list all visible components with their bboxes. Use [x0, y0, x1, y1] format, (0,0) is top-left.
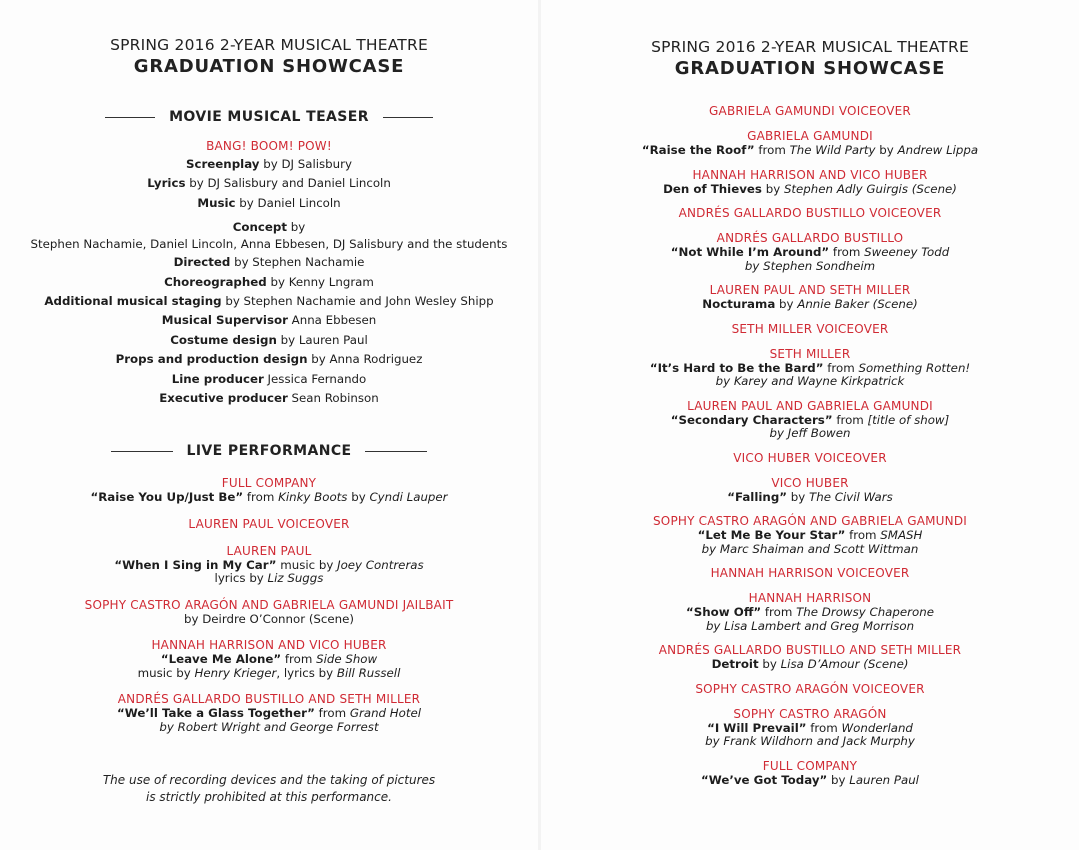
performance-item: [0, 475, 538, 505]
credit-line: [0, 174, 538, 193]
author-name: Cyndi Lauper: [369, 490, 448, 505]
performance-detail: [541, 183, 1079, 197]
performance-detail: [541, 722, 1079, 736]
credit-text: by Daniel Lincoln: [235, 195, 341, 210]
credit-role: Musical Supervisor: [161, 313, 288, 328]
performance-detail: by Karey and Wayne Kirkpatrick: [715, 374, 905, 388]
detail-text: from: [754, 143, 790, 157]
author-name: Lauren Paul: [849, 772, 919, 787]
detail-text: by: [775, 297, 798, 311]
performance-item: [541, 450, 1079, 466]
performer-name: HANNAH HARRISON: [748, 591, 872, 605]
left-header: [0, 36, 538, 77]
credit-role: Music: [197, 195, 236, 210]
detail-text: by: [787, 489, 810, 504]
song-title: Den of Thieves: [663, 181, 762, 196]
performance-item: [541, 513, 1079, 556]
song-title: Detroit: [711, 657, 759, 671]
song-title: Nocturama: [702, 297, 776, 311]
lyricist-name: Liz Suggs: [267, 571, 324, 586]
section-heading-movie-teaser: [0, 109, 538, 125]
performance-detail: [541, 414, 1079, 428]
performer-name: SOPHY CASTRO ARAGÓN VOICEOVER: [695, 681, 925, 696]
right-page: [541, 0, 1079, 796]
left-page: [0, 0, 538, 806]
credit-line: [0, 331, 538, 350]
performer-name: LAUREN PAUL AND GABRIELA GAMUNDI: [687, 398, 933, 413]
credit-text: by: [287, 220, 306, 235]
credit-role: Concept: [232, 220, 287, 235]
credit-line: [0, 194, 538, 213]
performance-item: [541, 167, 1079, 197]
detail-text: by: [827, 772, 850, 787]
show-name: [title of show]: [867, 412, 950, 427]
performance-item: [541, 758, 1079, 788]
song-title: “Falling”: [727, 489, 788, 504]
right-header: [541, 38, 1079, 79]
performer-name: ANDRÉS GALLARDO BUSTILLO: [716, 231, 904, 245]
credit-text: by Kenny Lngram: [266, 274, 374, 289]
performance-detail: [541, 774, 1079, 788]
performance-detail: [541, 362, 1079, 376]
lyricist-name: Bill Russell: [336, 665, 401, 680]
credit-text: by Stephen Nachamie: [230, 255, 365, 270]
author-name: The Civil Wars: [809, 489, 893, 504]
detail-text: from: [845, 528, 881, 542]
performance-detail: by Lisa Lambert and Greg Morrison: [705, 618, 915, 633]
performer-name: FULL COMPANY: [762, 758, 858, 773]
performance-list: [541, 103, 1079, 787]
song-title: “Raise the Roof”: [641, 143, 755, 157]
header-title: GRADUATION SHOWCASE: [133, 56, 405, 77]
credit-line: [0, 389, 538, 408]
credit-line: [0, 273, 538, 292]
credit-role: Additional musical staging: [44, 294, 222, 309]
heading-rule: [105, 117, 155, 118]
performance-item: [541, 706, 1079, 749]
performer-name: ANDRÉS GALLARDO BUSTILLO AND SETH MILLER: [117, 692, 421, 707]
performance-item: [0, 691, 538, 734]
performance-item: [541, 475, 1079, 505]
performance-detail: [541, 246, 1079, 260]
performer-name: VICO HUBER: [771, 475, 849, 490]
detail-text: music by: [276, 557, 338, 572]
performance-item: [541, 398, 1079, 441]
performance-detail: [0, 707, 538, 721]
composer-name: Joey Contreras: [337, 557, 424, 572]
performance-detail: [0, 559, 538, 573]
performance-detail: by Deirdre O’Connor (Scene): [183, 611, 354, 626]
performance-detail: [0, 491, 538, 505]
recording-notice: [0, 772, 538, 806]
credit-text: by Lauren Paul: [276, 332, 368, 347]
performance-detail: by Stephen Sondheim: [744, 258, 876, 273]
credit-line: [0, 292, 538, 311]
song-title: “We’ll Take a Glass Together”: [116, 706, 315, 721]
performance-item: [541, 642, 1079, 672]
author-name: Annie Baker (Scene): [797, 297, 918, 311]
performance-item: [541, 103, 1079, 119]
show-name: Kinky Boots: [278, 490, 348, 505]
song-title: “Raise You Up/Just Be”: [90, 490, 244, 505]
performance-detail: [541, 298, 1079, 312]
performance-item: [541, 590, 1079, 633]
detail-text: from: [829, 245, 865, 259]
detail-text: by: [875, 143, 898, 157]
detail-text: from: [761, 605, 797, 619]
show-title: BANG! BOOM! POW!: [206, 139, 332, 153]
performer-name: HANNAH HARRISON AND VICO HUBER: [692, 167, 928, 182]
credit-text: by Anna Rodriguez: [307, 352, 423, 367]
performer-name: VICO HUBER VOICEOVER: [733, 450, 887, 465]
detail-text: lyrics by: [214, 571, 268, 586]
song-title: “Secondary Characters”: [670, 412, 833, 427]
show-name: Side Show: [316, 652, 378, 667]
performer-name: GABRIELA GAMUNDI: [747, 129, 873, 143]
detail-text: from: [832, 412, 868, 427]
detail-text: from: [823, 360, 859, 375]
credit-line: [0, 350, 538, 369]
song-title: “It’s Hard to Be the Bard”: [649, 360, 824, 375]
performance-item: [0, 637, 538, 680]
credit-text: Sean Robinson: [287, 391, 379, 406]
credit-line: [0, 253, 538, 272]
performance-detail: by Frank Wildhorn and Jack Murphy: [705, 734, 915, 748]
header-title: GRADUATION SHOWCASE: [674, 58, 946, 79]
performer-name: SOPHY CASTRO ARAGÓN AND GABRIELA GAMUNDI: [652, 514, 968, 528]
credit-role: Directed: [173, 255, 231, 270]
author-name: Lisa D’Amour (Scene): [780, 657, 909, 671]
credit-text: Jessica Fernando: [263, 371, 367, 386]
credit-text: by DJ Salisbury and Daniel Lincoln: [185, 176, 391, 191]
performance-detail: [0, 572, 538, 586]
heading-rule: [383, 117, 433, 118]
performer-name: LAUREN PAUL AND SETH MILLER: [709, 283, 911, 297]
performer-name: LAUREN PAUL: [226, 543, 312, 558]
credit-role: Screenplay: [186, 157, 260, 171]
show-name: SMASH: [880, 528, 923, 542]
heading-rule: [365, 451, 427, 452]
performer-name: ANDRÉS GALLARDO BUSTILLO VOICEOVER: [678, 206, 942, 220]
header-subtitle: SPRING 2016 2-YEAR MUSICAL THEATRE: [651, 38, 969, 56]
performance-item: [541, 128, 1079, 158]
song-title: “I Will Prevail”: [707, 720, 807, 735]
credit-role: Line producer: [171, 371, 264, 386]
show-name: The Wild Party: [789, 143, 876, 157]
performance-detail: [541, 606, 1079, 620]
live-performance-list: [0, 475, 538, 734]
performance-item: [541, 282, 1079, 312]
performer-name: SOPHY CASTRO ARAGÓN AND GABRIELA GAMUNDI JAILBAIT: [84, 597, 454, 612]
performance-item: [541, 230, 1079, 273]
performer-name: ANDRÉS GALLARDO BUSTILLO AND SETH MILLER: [658, 643, 962, 657]
heading-rule: [111, 451, 173, 452]
performance-detail: [541, 144, 1079, 158]
detail-text: from: [281, 652, 317, 667]
performer-name: GABRIELA GAMUNDI VOICEOVER: [709, 104, 911, 118]
song-title: “We’ve Got Today”: [701, 772, 828, 787]
show-name: Something Rotten!: [858, 360, 971, 375]
notice-line: is strictly prohibited at this performance.: [146, 790, 392, 805]
performance-detail: [541, 491, 1079, 505]
performance-item: [541, 565, 1079, 581]
credit-line: [0, 370, 538, 389]
credit-line-concept: [0, 219, 538, 235]
performance-item: [541, 205, 1079, 221]
show-name: The Drowsy Chaperone: [796, 605, 934, 619]
song-title: “Not While I’m Around”: [670, 245, 830, 259]
concept-names: Stephen Nachamie, Daniel Lincoln, Anna Ebbesen, DJ Salisbury and the students: [30, 237, 508, 252]
credit-text: by DJ Salisbury: [259, 157, 352, 171]
performance-item: [0, 516, 538, 532]
detail-text: from: [243, 490, 279, 505]
performance-detail: [0, 667, 538, 681]
section-title: MOVIE MUSICAL TEASER: [169, 109, 369, 125]
song-title: “Leave Me Alone”: [160, 652, 282, 667]
section-heading-live-performance: [0, 443, 538, 459]
detail-text: , lyrics by: [276, 665, 337, 680]
credit-role: Executive producer: [159, 391, 288, 406]
performance-detail: [541, 529, 1079, 543]
performer-name: SETH MILLER VOICEOVER: [731, 321, 889, 336]
performance-item: [0, 543, 538, 586]
performance-item: [0, 597, 538, 627]
composer-name: Henry Krieger: [194, 665, 277, 680]
credit-role: Costume design: [170, 332, 277, 347]
performance-detail: [541, 658, 1079, 672]
performance-detail: [0, 653, 538, 667]
detail-text: by: [758, 657, 781, 671]
performer-name: FULL COMPANY: [221, 476, 317, 491]
credit-role: Choreographed: [164, 274, 267, 289]
show-name: Sweeney Todd: [864, 245, 950, 259]
performance-item: [541, 321, 1079, 337]
song-title: “Show Off”: [686, 605, 762, 619]
author-name: Stephen Adly Guirgis (Scene): [783, 181, 957, 196]
show-name: Grand Hotel: [349, 706, 422, 721]
song-title: “Let Me Be Your Star”: [697, 528, 846, 542]
performer-name: SETH MILLER: [769, 346, 851, 361]
detail-text: by: [347, 490, 370, 505]
performer-name: SOPHY CASTRO ARAGÓN: [733, 706, 887, 721]
show-name: Wonderland: [841, 720, 913, 735]
credit-role: Props and production design: [115, 352, 308, 367]
detail-text: from: [314, 706, 350, 721]
detail-text: from: [806, 720, 842, 735]
performance-detail: by Jeff Bowen: [769, 426, 851, 440]
teaser-credits: [0, 139, 538, 408]
song-title: “When I Sing in My Car”: [114, 557, 277, 572]
credit-text: Anna Ebbesen: [287, 313, 377, 328]
performer-name: HANNAH HARRISON VOICEOVER: [710, 566, 910, 580]
notice-line: The use of recording devices and the taking of pictures: [102, 773, 436, 788]
credit-line: [0, 155, 538, 174]
performer-name: HANNAH HARRISON AND VICO HUBER: [151, 638, 387, 653]
credit-line: [0, 311, 538, 330]
performance-item: [541, 346, 1079, 389]
performance-detail: by Robert Wright and George Forrest: [159, 719, 379, 734]
credit-role: Lyrics: [147, 176, 186, 191]
detail-text: by: [761, 181, 784, 196]
performer-name: LAUREN PAUL VOICEOVER: [188, 516, 350, 531]
author-name: Andrew Lippa: [897, 143, 979, 157]
section-title: LIVE PERFORMANCE: [186, 443, 352, 460]
performance-item: [541, 681, 1079, 697]
detail-text: music by: [137, 665, 195, 680]
performance-detail: by Marc Shaiman and Scott Wittman: [701, 541, 919, 556]
header-subtitle: SPRING 2016 2-YEAR MUSICAL THEATRE: [110, 36, 428, 54]
credit-text: by Stephen Nachamie and John Wesley Shipp: [221, 294, 494, 309]
